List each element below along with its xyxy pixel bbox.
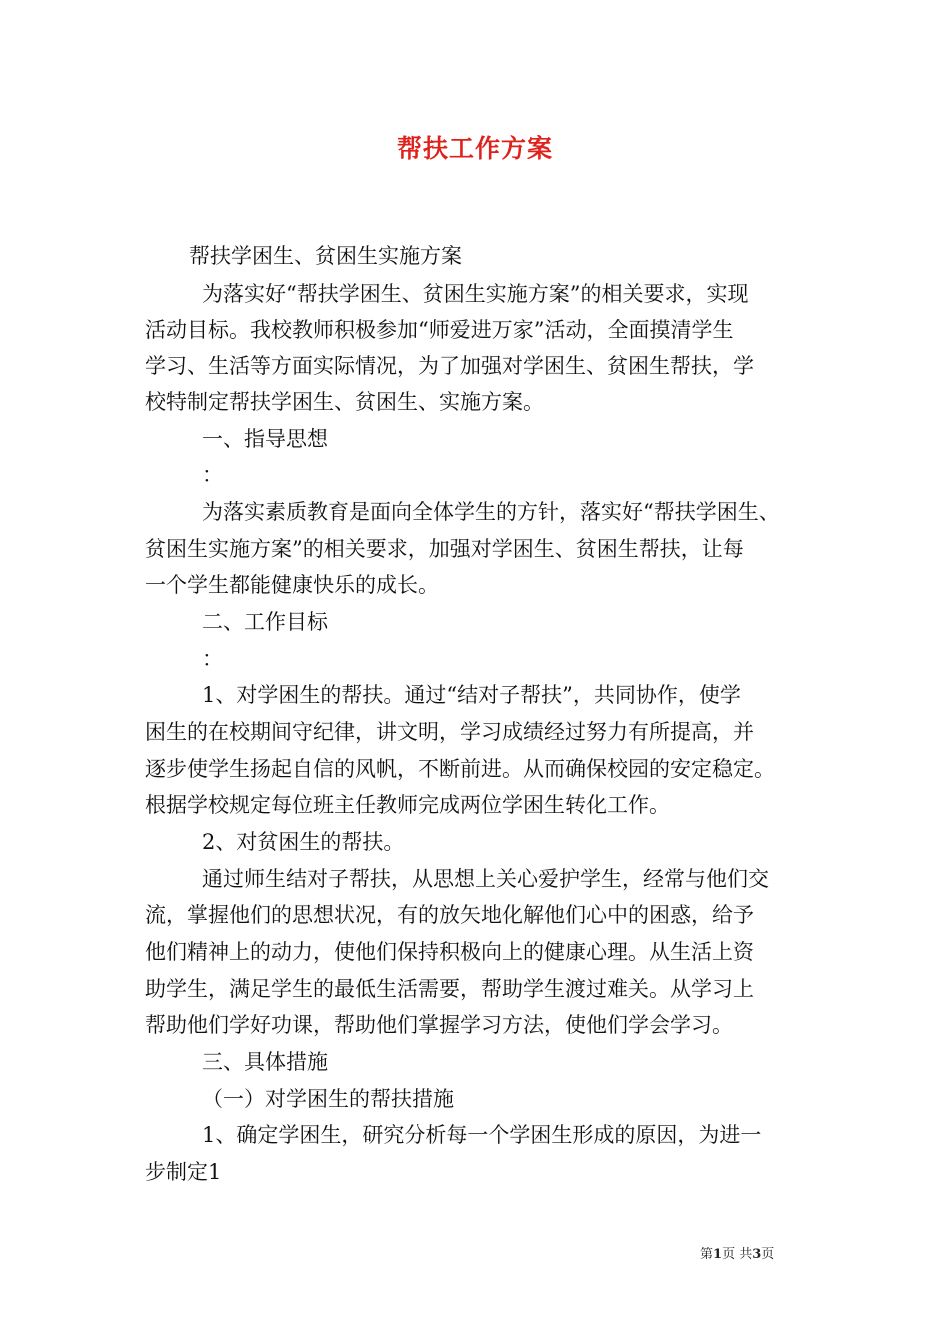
section-heading: 一、指导思想 <box>202 427 328 451</box>
paragraph-line: 一个学生都能健康快乐的成长。 <box>145 573 439 597</box>
paragraph-line: 他们精神上的动力，使他们保持积极向上的健康心理。从生活上资 <box>145 940 754 964</box>
paragraph-line: 助学生，满足学生的最低生活需要，帮助学生渡过难关。从学习上 <box>145 977 754 1001</box>
paragraph-line: ： <box>202 463 223 487</box>
paragraph-line: 贫困生实施方案”的相关要求，加强对学困生、贫困生帮扶，让每 <box>145 537 744 561</box>
paragraph-line: 逐步使学生扬起自信的风帆，不断前进。从而确保校园的安定稳定。 <box>145 757 775 781</box>
current-page-number: 1 <box>713 1247 723 1262</box>
paragraph-line: 学习、生活等方面实际情况，为了加强对学困生、贫困生帮扶，学 <box>145 354 754 378</box>
paragraph-line: 步制定1 <box>145 1160 222 1184</box>
paragraph-line: 活动目标。我校教师积极参加“师爱进万家”活动，全面摸清学生 <box>145 318 734 342</box>
paragraph-line: 流，掌握他们的思想状况，有的放矢地化解他们心中的困惑，给予 <box>145 903 754 927</box>
paragraph-line: 1、确定学困生，研究分析每一个学困生形成的原因，为进一 <box>202 1123 762 1147</box>
document-title: 帮扶工作方案 <box>396 134 553 163</box>
section-heading: 二、工作目标 <box>202 610 328 634</box>
paragraph-line: 1、对学困生的帮扶。通过“结对子帮扶”，共同协作，使学 <box>202 683 741 707</box>
total-pages-number: 3 <box>752 1247 762 1262</box>
footer-middle: 页 共 <box>722 1247 753 1262</box>
paragraph-line: ： <box>202 647 223 671</box>
subsection-heading: （一）对学困生的帮扶措施 <box>202 1087 454 1111</box>
footer-prefix: 第 <box>700 1247 714 1262</box>
paragraph-line: 为落实好“帮扶学困生、贫困生实施方案”的相关要求，实现 <box>202 282 749 306</box>
paragraph-line: 校特制定帮扶学困生、贫困生、实施方案。 <box>145 390 544 414</box>
paragraph-line: 帮扶学困生、贫困生实施方案 <box>189 244 462 268</box>
paragraph-line: 通过师生结对子帮扶，从思想上关心爱护学生，经常与他们交 <box>202 867 769 891</box>
section-heading: 三、具体措施 <box>202 1050 328 1074</box>
paragraph-line: 2、对贫困生的帮扶。 <box>202 830 405 854</box>
footer-suffix: 页 <box>761 1247 775 1262</box>
paragraph-line: 根据学校规定每位班主任教师完成两位学困生转化工作。 <box>145 793 670 817</box>
paragraph-line: 为落实素质教育是面向全体学生的方针，落实好“帮扶学困生、 <box>202 500 780 524</box>
paragraph-line: 困生的在校期间守纪律，讲文明，学习成绩经过努力有所提高，并 <box>145 720 754 744</box>
paragraph-line: 帮助他们学好功课，帮助他们掌握学习方法，使他们学会学习。 <box>145 1013 733 1037</box>
page-footer <box>700 1246 774 1264</box>
